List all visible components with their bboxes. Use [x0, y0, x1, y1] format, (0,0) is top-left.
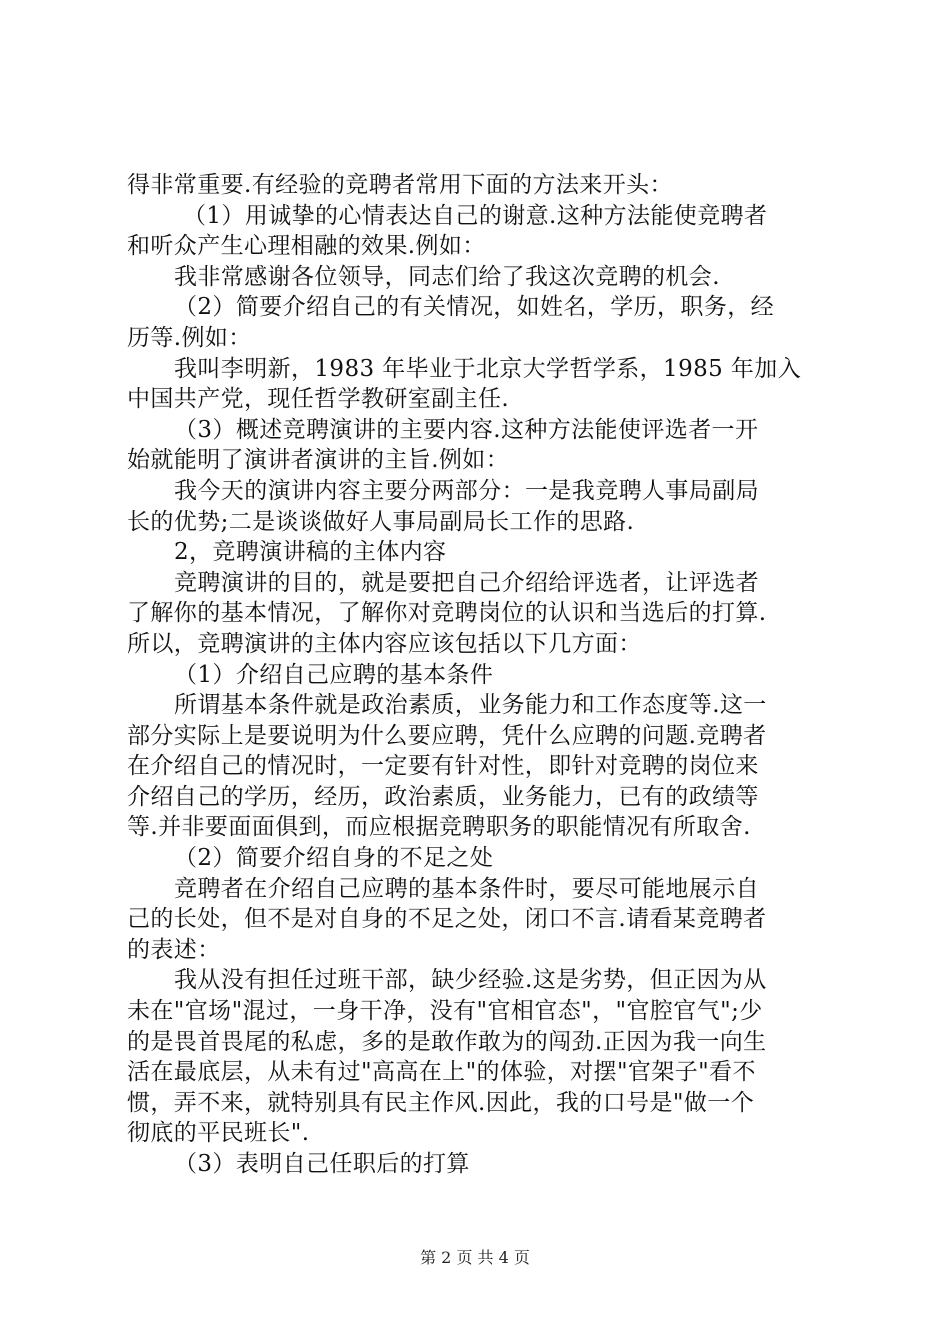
text-line: 我从没有担任过班干部，缺少经验.这是劣势，但正因为从 — [174, 967, 767, 994]
page-footer: 第 2 页 共 4 页 — [420, 1248, 530, 1267]
text-line: 所以，竞聘演讲的主体内容应该包括以下几方面： — [127, 630, 642, 657]
text-line: 介绍自己的学历，经历，政治素质，业务能力，已有的政绩等 — [127, 783, 759, 810]
text-line: 未在"官场"混过，一身干净，没有"官相官态"，"官腔官气";少 — [127, 998, 763, 1025]
text-line: 所谓基本条件就是政治素质，业务能力和工作态度等.这一 — [174, 692, 767, 719]
text-line: 了解你的基本情况，了解你对竞聘岗位的认识和当选后的打算. — [127, 600, 767, 627]
subsection-heading: （2）简要介绍自身的不足之处 — [174, 845, 494, 872]
text-line: 活在最底层，从未有过"高高在上"的体验，对摆"官架子"看不 — [127, 1059, 756, 1086]
text-line: 竞聘演讲的目的，就是要把自己介绍给评选者，让评选者 — [174, 569, 759, 596]
text-line: 在介绍自己的情况时，一定要有针对性，即针对竞聘的岗位来 — [127, 753, 759, 780]
text-line: 部分实际上是要说明为什么要应聘，凭什么应聘的问题.竞聘者 — [127, 722, 767, 749]
text-line: 竞聘者在介绍自己应聘的基本条件时，要尽可能地展示自 — [174, 875, 759, 902]
text-line: 的表述： — [127, 936, 221, 963]
text-line: （2）简要介绍自己的有关情况，如姓名，学历，职务，经 — [174, 294, 775, 321]
text-line: （3）概述竞聘演讲的主要内容.这种方法能使评选者一开 — [174, 416, 759, 443]
text-line: 中国共产党，现任哲学教研室副主任. — [127, 386, 510, 413]
text-line: 我非常感谢各位领导，同志们给了我这次竞聘的机会. — [174, 263, 720, 290]
text-line: 历等.例如： — [127, 324, 252, 351]
text-line: 我今天的演讲内容主要分两部分：一是我竞聘人事局副局 — [174, 477, 759, 504]
text-line: 我叫李明新，1983 年毕业于北京大学哲学系，1985 年加入 — [174, 355, 802, 382]
text-line: （1）用诚挚的心情表达自己的谢意.这种方法能使竞聘者 — [183, 202, 768, 229]
text-line: 己的长处，但不是对自身的不足之处，闭口不言.请看某竞聘者 — [127, 906, 767, 933]
text-line: 得非常重要.有经验的竞聘者常用下面的方法来开头： — [127, 172, 673, 198]
document-body — [127, 170, 837, 1180]
section-heading: 2，竞聘演讲稿的主体内容 — [174, 539, 447, 566]
text-line: 始就能明了演讲者演讲的主旨.例如： — [127, 447, 510, 474]
text-line: 长的优势;二是谈谈做好人事局副局长工作的思路. — [127, 508, 635, 535]
subsection-heading: （1）介绍自己应聘的基本条件 — [174, 661, 494, 688]
text-line: 的是畏首畏尾的私虑，多的是敢作敢为的闯劲.正因为我一向生 — [127, 1028, 767, 1055]
text-line: 和听众产生心理相融的效果.例如： — [127, 233, 486, 260]
text-line: 彻底的平民班长". — [127, 1120, 310, 1147]
subsection-heading: （3）表明自己任职后的打算 — [174, 1151, 470, 1177]
text-line: 惯，弄不来，就特别具有民主作风.因此，我的口号是"做一个 — [127, 1089, 755, 1116]
text-line: 等.并非要面面俱到，而应根据竞聘职务的职能情况有所取舍. — [127, 814, 751, 841]
